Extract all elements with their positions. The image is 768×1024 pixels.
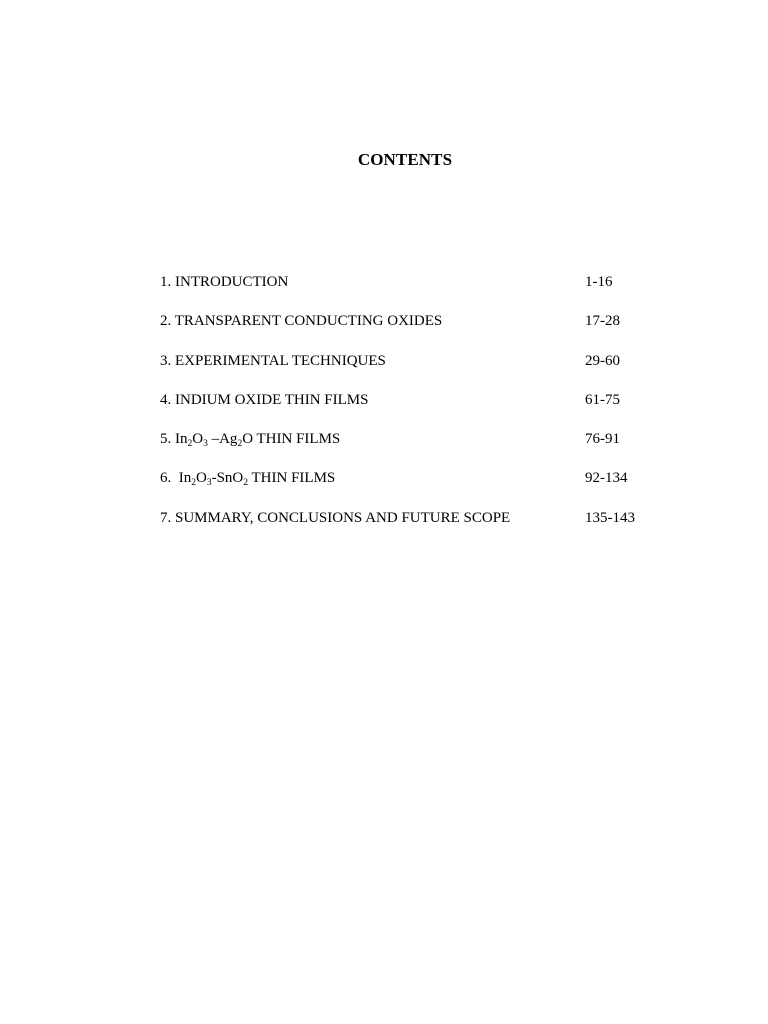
toc-entry-title-text: 6. In [160, 470, 192, 487]
subscript: 2 [187, 439, 193, 450]
toc-entry-title-text: 5. In [160, 431, 188, 448]
toc-entry-title-text: 2. TRANSPARENT CONDUCTING OXIDES [160, 313, 443, 330]
subscript: 2 [243, 478, 249, 489]
toc-entry-title [160, 468, 335, 488]
toc-entry-title [160, 272, 288, 292]
toc-entry-in2o3-sno2-thin-films [160, 468, 660, 507]
toc-entry-transparent-conducting-oxides [160, 311, 660, 350]
toc-entry-title-text: 3. EXPERIMENTAL TECHNIQUES [160, 352, 386, 369]
subscript: 2 [237, 439, 243, 450]
toc-entry-summary-conclusions-future-scope [160, 508, 660, 547]
toc-entry-title-text: 7. SUMMARY, CONCLUSIONS AND FUTURE SCOPE [160, 509, 511, 526]
subscript: 3 [203, 439, 208, 450]
toc-entry-pages: 1-16 [585, 274, 613, 290]
toc-entry-title-text: -SnO [211, 470, 244, 487]
page-title: CONTENTS [357, 150, 453, 169]
toc-entry-title-text: THIN FILMS [248, 470, 336, 487]
toc-entry-introduction [160, 272, 660, 311]
toc-entry-title-text: O [192, 431, 204, 448]
toc-entry-pages: 135-143 [585, 509, 635, 526]
toc-entry-pages: 17-28 [585, 313, 620, 330]
toc-entry-pages: 61-75 [585, 391, 620, 408]
toc-entry-experimental-techniques [160, 351, 660, 390]
subscript: 3 [206, 478, 212, 489]
toc-entry-title-text: –Ag [207, 431, 238, 448]
toc-entry-title [160, 311, 442, 331]
toc-entry-title [160, 508, 510, 528]
toc-entry-pages: 92-134 [585, 470, 628, 487]
toc-entry-title [160, 429, 340, 449]
subscript: 2 [191, 478, 196, 489]
table-of-contents [160, 272, 660, 547]
toc-entry-title-text: O THIN FILMS [242, 431, 341, 448]
toc-entry-pages: 76-91 [585, 431, 620, 448]
toc-entry-title-text: 4. INDIUM OXIDE THIN FILMS [160, 391, 369, 408]
toc-entry-pages: 29-60 [585, 352, 620, 369]
toc-entry-title-text: O [196, 470, 207, 487]
toc-entry-indium-oxide-thin-films [160, 390, 660, 429]
toc-entry-title [160, 351, 386, 371]
toc-entry-title-text: 1. INTRODUCTION [160, 274, 289, 290]
toc-entry-title [160, 390, 368, 410]
toc-entry-in2o3-ag2o-thin-films [160, 429, 660, 468]
